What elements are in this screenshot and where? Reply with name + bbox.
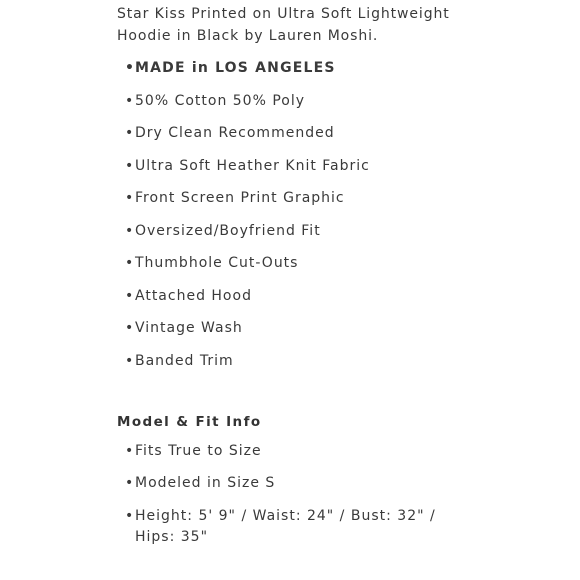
fit-item [117, 441, 477, 462]
fit-item [117, 473, 477, 494]
feature-item-label: Dry Clean Recommended [135, 125, 335, 141]
feature-item-label: Ultra Soft Heather Knit Fabric [135, 157, 370, 174]
fit-item-label: Modeled in Size S [135, 475, 276, 491]
bullet-icon: • [125, 255, 135, 271]
feature-item-label: Thumbhole Cut-Outs [135, 255, 299, 271]
bullet-icon: • [125, 125, 135, 141]
bullet-icon: • [125, 475, 135, 491]
feature-item [117, 58, 477, 79]
feature-item-label: Attached Hood [135, 287, 252, 304]
feature-item [117, 318, 477, 339]
bullet-icon: • [125, 157, 135, 174]
fit-item-label: Fits True to Size [135, 442, 262, 459]
feature-item [117, 286, 477, 307]
feature-item [117, 253, 477, 274]
feature-item-label: MADE in LOS ANGELES [135, 60, 336, 76]
bullet-icon: • [125, 507, 135, 524]
feature-item-label: Oversized/Boyfriend Fit [135, 222, 321, 239]
bullet-icon: • [125, 222, 135, 239]
bullet-icon: • [125, 320, 135, 336]
feature-item [117, 156, 477, 177]
feature-item-label: 50% Cotton 50% Poly [135, 92, 306, 109]
fit-item [117, 506, 477, 548]
model-fit-list [117, 441, 477, 548]
feature-item-label: Vintage Wash [135, 320, 243, 336]
feature-item [117, 221, 477, 242]
product-description [117, 4, 477, 559]
feature-item [117, 188, 477, 209]
fit-item-label: Height: 5' 9" / Waist: 24" / Bust: 32" / Hips: 35" [135, 507, 436, 545]
bullet-icon: • [125, 352, 135, 369]
bullet-icon: • [125, 287, 135, 304]
feature-list [117, 58, 477, 372]
model-fit-heading: Model & Fit Info [117, 413, 262, 430]
product-intro-text: Star Kiss Printed on Ultra Soft Lightweight Hoodie in Black by Lauren Moshi. [117, 6, 450, 44]
bullet-icon: • [125, 60, 136, 76]
bullet-icon: • [125, 442, 135, 459]
feature-item [117, 91, 477, 112]
bullet-icon: • [125, 92, 135, 109]
feature-item [117, 123, 477, 144]
feature-item-label: Front Screen Print Graphic [135, 190, 345, 206]
feature-item [117, 351, 477, 372]
feature-item-label: Banded Trim [135, 352, 234, 369]
bullet-icon: • [125, 190, 135, 206]
